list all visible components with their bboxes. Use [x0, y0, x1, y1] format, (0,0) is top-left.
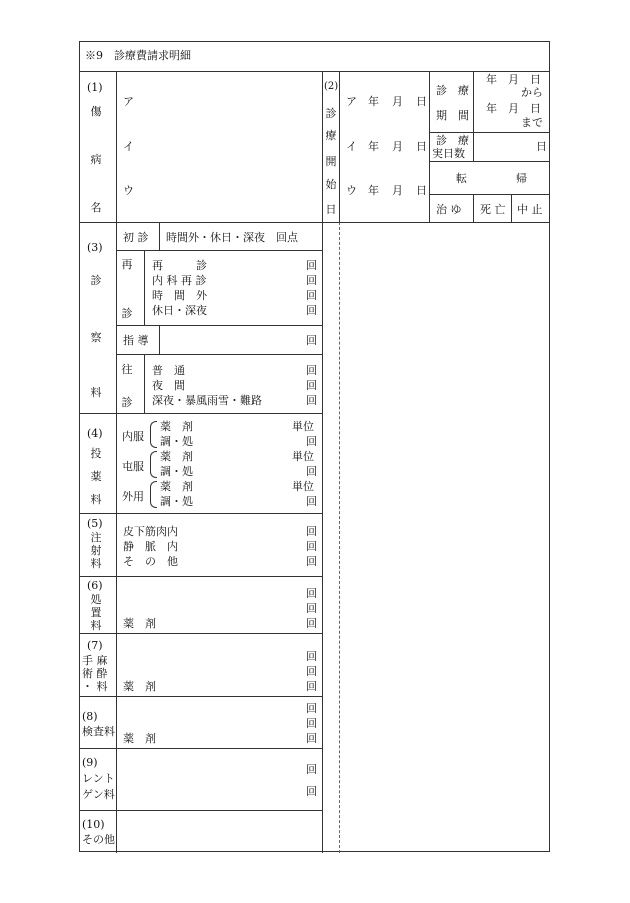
period-from-suffix: から: [521, 86, 543, 99]
form-title: ※9 診療費請求明細: [85, 49, 191, 62]
outcome-deceased[interactable]: 死 亡: [480, 203, 506, 216]
times-label: 回: [306, 717, 317, 730]
times-label: 回: [306, 702, 317, 715]
prep-label[interactable]: 調・処: [160, 435, 193, 448]
prep-label[interactable]: 調・処: [160, 495, 193, 508]
injection-item[interactable]: 静 脈 内: [123, 540, 178, 553]
unit-label: 単位: [292, 450, 314, 463]
start-date-number: (2): [324, 81, 339, 92]
times-label: 回: [306, 274, 317, 287]
procedure-label-char: 料: [90, 619, 102, 632]
injection-item[interactable]: 皮下筋肉内: [123, 525, 178, 538]
consultation-label-char: 料: [90, 386, 102, 399]
month-label: 月: [392, 184, 403, 197]
times-label: 回: [306, 680, 317, 693]
drug-label[interactable]: 薬 剤: [160, 480, 193, 493]
times-label: 回: [306, 602, 317, 615]
exam-label: 検査料: [82, 725, 115, 738]
drug-label[interactable]: 薬 剤: [160, 450, 193, 463]
times-label: 回: [306, 334, 317, 347]
drug-label[interactable]: 薬 剤: [123, 680, 156, 693]
disease-field-a[interactable]: ア: [123, 95, 134, 108]
saishin-item[interactable]: 内 科 再 診: [152, 274, 207, 287]
times-label: 回: [306, 665, 317, 678]
surgery-label-line: 手 麻: [82, 654, 108, 667]
outcome-label-b: 帰: [516, 172, 527, 185]
period-to-date[interactable]: 年 月 日: [486, 102, 541, 115]
day-label: 日: [416, 140, 427, 153]
injection-label-char: 料: [90, 557, 102, 570]
consultation-label-char: 診: [90, 274, 102, 287]
start-date-label-char: 開: [325, 155, 337, 168]
billing-details-form: [79, 41, 550, 852]
exam-number: (8): [82, 710, 98, 723]
start-date-label-char: 始: [325, 178, 337, 191]
period-from-date[interactable]: 年 月 日: [486, 73, 541, 86]
day-label: 日: [416, 184, 427, 197]
oushin-char: 診: [121, 396, 133, 409]
times-label: 回: [306, 555, 317, 568]
month-label: 月: [392, 140, 403, 153]
times-label: 回: [306, 465, 317, 478]
start-date-label-char: 診: [325, 107, 337, 120]
procedure-label-char: 処: [90, 593, 102, 606]
xray-number: (9): [82, 756, 98, 769]
divider-right: [322, 71, 323, 853]
saishin-item[interactable]: 休日・深夜: [152, 304, 207, 317]
times-label: 回: [306, 379, 317, 392]
disease-label-char: 名: [90, 201, 102, 214]
outcome-cured[interactable]: 治 ゆ: [436, 203, 462, 216]
times-label: 回: [306, 394, 317, 407]
medication-label-char: 薬: [90, 470, 102, 483]
times-label: 回: [306, 732, 317, 745]
days-unit: 日: [536, 140, 547, 153]
injection-label-char: 注: [90, 531, 102, 544]
times-label: 回: [306, 304, 317, 317]
disease-label-char: 傷: [90, 105, 102, 118]
disease-number: (1): [87, 81, 103, 94]
medication-label-char: 投: [90, 447, 102, 460]
oushin-item[interactable]: 深夜・暴風雨雪・難路: [152, 394, 262, 407]
label-column-divider: [116, 71, 117, 853]
procedure-number: (6): [87, 579, 103, 592]
drug-label[interactable]: 薬 剤: [123, 617, 156, 630]
times-label: 回: [306, 495, 317, 508]
times-label: 回: [306, 785, 317, 798]
outcome-label-a: 転: [456, 172, 467, 185]
period-label-1: 診 療: [436, 84, 469, 97]
year-label: 年: [368, 95, 379, 108]
times-label: 回: [306, 525, 317, 538]
saishin-item[interactable]: 再 診: [152, 259, 207, 272]
month-label: 月: [392, 95, 403, 108]
oushin-char: 往: [121, 363, 133, 376]
injection-number: (5): [87, 517, 103, 530]
medication-group: 外用: [122, 490, 144, 503]
xray-label-line: レント: [82, 772, 115, 785]
row-label: ウ: [346, 184, 357, 197]
day-label: 日: [416, 95, 427, 108]
days-label-1: 診 療: [436, 134, 469, 147]
times-label: 回: [306, 763, 317, 776]
medication-group: 内服: [122, 430, 144, 443]
times-label: 回: [306, 364, 317, 377]
times-label: 回: [306, 289, 317, 302]
saishin-char: 診: [121, 307, 133, 320]
start-date-label-char: 日: [325, 203, 337, 216]
outcome-discontinued[interactable]: 中 止: [517, 203, 543, 216]
start-date-label-char: 療: [325, 129, 337, 142]
times-label: 回: [306, 540, 317, 553]
prep-label[interactable]: 調・処: [160, 465, 193, 478]
disease-field-i[interactable]: イ: [123, 140, 134, 153]
unit-label: 単位: [292, 480, 314, 493]
injection-item[interactable]: そ の 他: [123, 555, 178, 568]
unit-label: 単位: [292, 420, 314, 433]
other-label: その他: [82, 833, 115, 846]
consultation-number: (3): [87, 241, 103, 254]
period-to-suffix: まで: [521, 116, 543, 129]
surgery-number: (7): [87, 639, 103, 652]
drug-label[interactable]: 薬 剤: [123, 732, 156, 745]
year-label: 年: [368, 140, 379, 153]
other-number: (10): [82, 818, 105, 831]
times-label: 回: [306, 650, 317, 663]
shoshin-text[interactable]: 時間外・休日・深夜 回点: [166, 231, 298, 244]
saishin-char: 再: [121, 258, 133, 271]
times-label: 回: [306, 587, 317, 600]
surgery-label-line: 術 酔: [82, 667, 108, 680]
medication-label-char: 料: [90, 493, 102, 506]
injection-label-char: 射: [90, 544, 102, 557]
oushin-item[interactable]: 普 通: [152, 364, 185, 377]
times-label: 回: [306, 617, 317, 630]
medication-number: (4): [87, 427, 103, 440]
shoshin-label: 初 診: [123, 231, 149, 244]
xray-label-line: ゲン料: [82, 788, 115, 801]
disease-label-char: 病: [90, 153, 102, 166]
period-label-2: 期 間: [436, 109, 469, 122]
dashed-divider: [339, 222, 340, 853]
drug-label[interactable]: 薬 剤: [160, 420, 193, 433]
consultation-label-char: 察: [90, 331, 102, 344]
row-label: イ: [346, 140, 357, 153]
surgery-label-line: ・ 料: [82, 680, 108, 693]
times-label: 回: [306, 259, 317, 272]
saishin-item[interactable]: 時 間 外: [152, 289, 207, 302]
shido-label: 指 導: [123, 334, 149, 347]
times-label: 回: [306, 435, 317, 448]
procedure-label-char: 置: [90, 606, 102, 619]
disease-field-u[interactable]: ウ: [123, 184, 134, 197]
oushin-item[interactable]: 夜 間: [152, 379, 185, 392]
days-label-2: 実日数: [432, 147, 465, 160]
year-label: 年: [368, 184, 379, 197]
row-label: ア: [346, 95, 357, 108]
medication-group: 屯服: [122, 460, 144, 473]
